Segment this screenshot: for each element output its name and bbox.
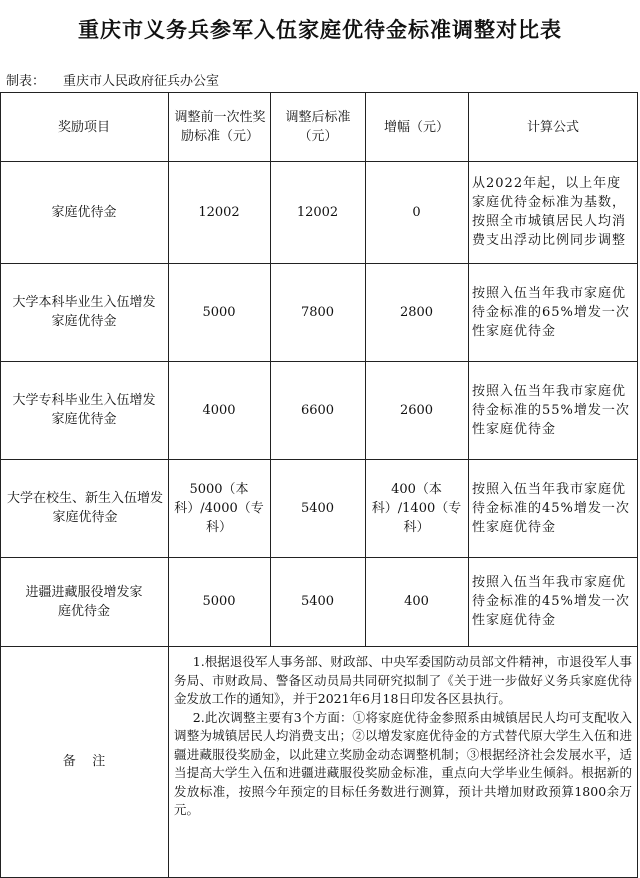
remarks-paragraph: 2.此次调整主要有3个方面：①将家庭优待金参照系由城镇居民人均可支配收入调整为城镇居民人均消费支出；②以增发家庭优待金的方式替代原大学生入伍和进疆进藏服役奖励金，以此建立奖励金动态调整机制；③根据经济社会发展水平，适当提高大学生入伍和进疆进藏服役奖励金标准，重点向大学毕业生倾斜。根据新的发放标准，按照今年预定的目标任务数进行测算，预计共增加财政预算1800余万元。 <box>174 709 632 817</box>
row-formula: 按照入伍当年我市家庭优待金标准的55%增发一次性家庭优待金 <box>472 383 630 437</box>
row-after: 5400 <box>300 500 335 516</box>
row-after: 7800 <box>300 304 335 320</box>
row-formula: 按照入伍当年我市家庭优待金标准的65%增发一次性家庭优待金 <box>472 285 630 339</box>
page-title: 重庆市义务兵参军入伍家庭优待金标准调整对比表 <box>78 18 562 42</box>
maker-label: 制表： <box>6 74 46 89</box>
row-after: 12002 <box>296 204 339 220</box>
row-before: 4000 <box>202 402 236 418</box>
row-before: 5000 <box>202 304 236 320</box>
row-increase: 0 <box>412 204 421 220</box>
row-after: 6600 <box>300 402 335 418</box>
header-item: 奖励项目 <box>57 119 110 135</box>
header-formula: 计算公式 <box>526 119 579 135</box>
row-after: 5400 <box>300 594 335 609</box>
row-before: 5000 <box>202 594 236 609</box>
remarks-paragraph: 1.根据退役军人事务部、财政部、中央军委国防动员部文件精神，市退役军人事务局、市财政局、警备区动员局共同研究拟制了《关于进一步做好义务兵家庭优待金发放工作的通知》，并于2021年6月18日印发各区县执行。 <box>174 654 632 706</box>
header-after: 调整后标准（元） <box>285 110 351 144</box>
row-increase: 2600 <box>399 402 434 418</box>
row-item: 大学专科毕业生入伍增发家庭优待金 <box>12 393 156 427</box>
comparison-table <box>0 92 638 878</box>
header-increase: 增幅（元） <box>383 119 449 135</box>
maker-line <box>6 70 219 89</box>
row-item: 大学本科毕业生入伍增发家庭优待金 <box>12 295 156 329</box>
maker-value: 重庆市人民政府征兵办公室 <box>63 74 220 89</box>
row-before: 5000（本科）/4000（专科） <box>174 481 264 535</box>
remarks-label: 备 注 <box>62 754 106 769</box>
row-item: 进疆进藏服役增发家庭优待金 <box>25 584 143 619</box>
row-formula: 从2022年起，以上年度家庭优待金标准为基数，按照全市城镇居民人均消费支出浮动比例同步调整 <box>472 176 627 248</box>
row-before: 12002 <box>198 204 240 220</box>
header-before: 调整前一次性奖励标准（元） <box>174 110 266 144</box>
row-increase: 2800 <box>399 304 434 320</box>
row-item: 大学在校生、新生入伍增发家庭优待金 <box>6 491 163 525</box>
remarks-text <box>174 653 632 820</box>
row-formula: 按照入伍当年我市家庭优待金标准的45%增发一次性家庭优待金 <box>472 575 630 628</box>
row-increase: 400 <box>404 594 429 609</box>
row-formula: 按照入伍当年我市家庭优待金标准的45%增发一次性家庭优待金 <box>472 481 630 535</box>
row-item: 家庭优待金 <box>51 204 117 220</box>
row-increase: 400（本科）/1400（专科） <box>371 481 462 535</box>
